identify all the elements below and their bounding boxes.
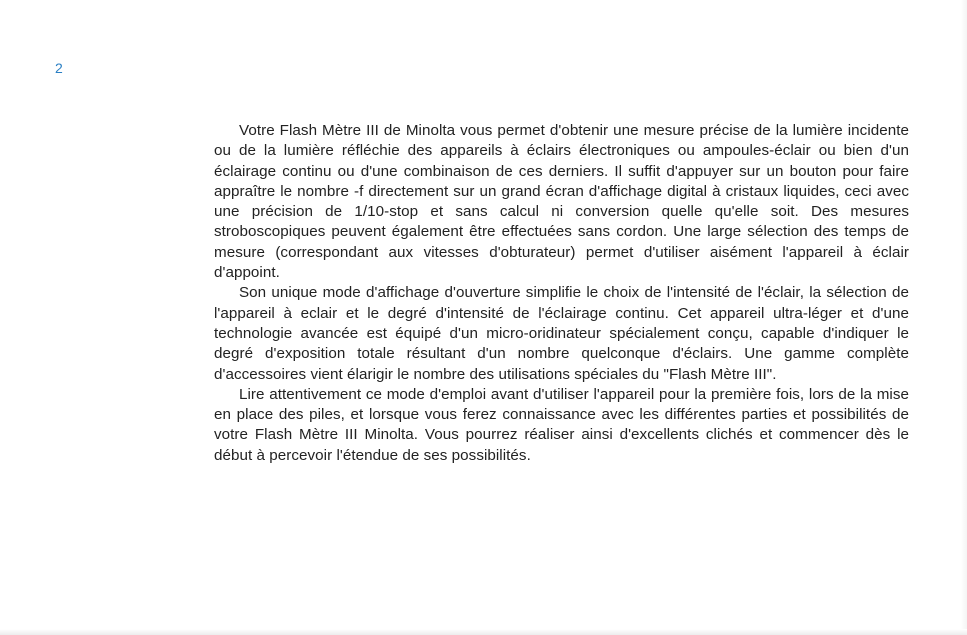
page-edge-shadow-right xyxy=(961,0,967,635)
body-text xyxy=(214,121,909,466)
page-edge-shadow-bottom xyxy=(0,629,967,635)
paragraph-3: Lire attentivement ce mode d'emploi avant d'utiliser l'appareil pour la première fois, lors de la mise en place des piles, et lorsque vous ferez connaissance avec les différentes parties et possibilités de votre Flash Mètre III Minolta. Vous pourrez réaliser ainsi d'excellents clichés et commencer dès le début à percevoir l'étendue de ses possibilités. xyxy=(214,385,909,464)
page-number: 2 xyxy=(55,60,63,76)
paragraph-1: Votre Flash Mètre III de Minolta vous permet d'obtenir une mesure précise de la lumière incidente ou de la lumière réfléchie des appareils à éclairs électroniques ou ampoules-éclair ou bien d'un éclairage continu ou d'une combinaison de ces derniers. Il suffit d'appuyer sur un bouton pour faire appraître le nombre -f directement sur un grand écran d'affichage digital à cristaux liquides, ceci avec une précision de 1/10-stop et sans calcul ni conversion quelle qu'elle soit. Des mesures stroboscopiques peuvent également être effectuées sans cordon. Une large sélection des temps de mesure (correspondant aux vitesses d'obturateur) permet d'utiliser aisément l'appareil à éclair d'appoint. xyxy=(214,122,909,282)
paragraph-2: Son unique mode d'affichage d'ouverture simplifie le choix de l'intensité de l'éclair, la sélection de l'appareil à eclair et le degré d'intensité de l'éclairage continu. Cet appareil ultra-léger et d'une technologie avancée est équipé d'un micro-oridinateur spécialement conçu, capable d'indiquer le degré d'exposition totale résultant d'un nombre quelconque d'éclairs. Une gamme complète d'accessoires vient élarigir le nombre des utilisations spéciales du "Flash Mètre III". xyxy=(214,284,909,383)
